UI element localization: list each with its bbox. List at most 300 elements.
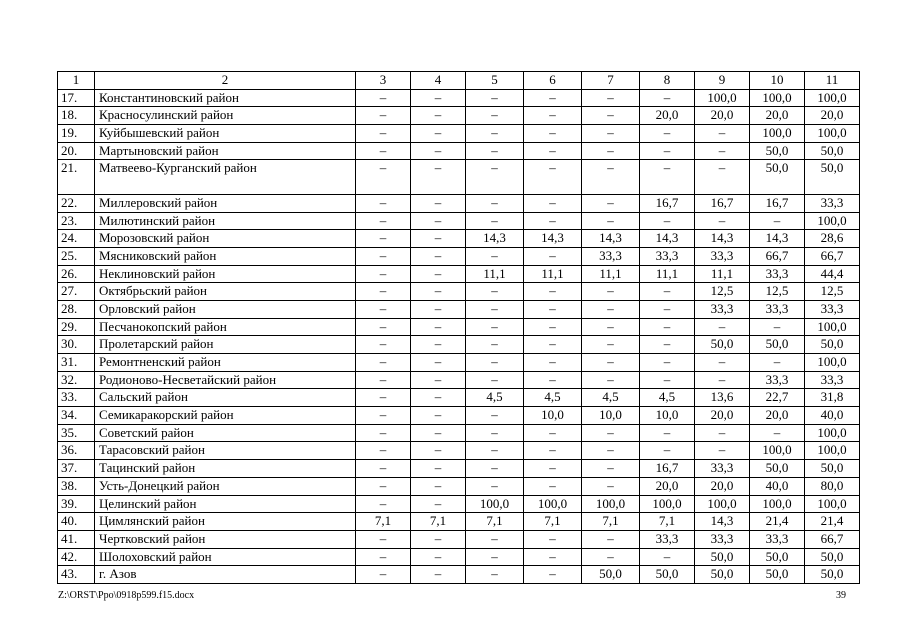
value-cell: 100,0: [750, 495, 805, 513]
row-number: 43.: [58, 566, 95, 584]
value-cell: 100,0: [582, 495, 640, 513]
header-cell: 2: [95, 72, 356, 90]
value-cell: 50,0: [695, 336, 750, 354]
value-cell: 50,0: [805, 548, 860, 566]
value-cell: –: [750, 212, 805, 230]
value-cell: 7,1: [466, 513, 524, 531]
table-row: [58, 354, 860, 372]
value-cell: –: [411, 247, 466, 265]
footer-file-path: Z:\ORST\Ppo\0918p599.f15.docx: [58, 590, 195, 601]
row-number: 36.: [58, 442, 95, 460]
value-cell: 50,0: [805, 142, 860, 160]
value-cell: –: [640, 212, 695, 230]
value-cell: –: [640, 300, 695, 318]
value-cell: 100,0: [805, 212, 860, 230]
value-cell: –: [750, 354, 805, 372]
district-name: Красносулинский район: [95, 107, 356, 125]
row-number: 40.: [58, 513, 95, 531]
value-cell: –: [582, 477, 640, 495]
value-cell: 66,7: [750, 247, 805, 265]
table-row: [58, 247, 860, 265]
value-cell: –: [356, 230, 411, 248]
value-cell: 100,0: [805, 89, 860, 107]
header-cell: 11: [805, 72, 860, 90]
value-cell: –: [411, 548, 466, 566]
header-cell: 4: [411, 72, 466, 90]
row-number: 42.: [58, 548, 95, 566]
value-cell: –: [466, 142, 524, 160]
value-cell: 11,1: [640, 265, 695, 283]
document-page: [57, 71, 860, 584]
value-cell: 100,0: [805, 354, 860, 372]
value-cell: 100,0: [805, 442, 860, 460]
row-number: 21.: [58, 160, 95, 194]
value-cell: 12,5: [695, 283, 750, 301]
row-number: 30.: [58, 336, 95, 354]
data-table: [57, 71, 860, 584]
value-cell: –: [640, 125, 695, 143]
table-row: [58, 513, 860, 531]
table-row: [58, 318, 860, 336]
table-row: [58, 230, 860, 248]
value-cell: –: [411, 107, 466, 125]
value-cell: –: [640, 89, 695, 107]
value-cell: –: [524, 300, 582, 318]
value-cell: 50,0: [750, 336, 805, 354]
value-cell: 11,1: [582, 265, 640, 283]
value-cell: 33,3: [750, 265, 805, 283]
district-name: Шолоховский район: [95, 548, 356, 566]
table-row: [58, 371, 860, 389]
value-cell: –: [582, 460, 640, 478]
value-cell: –: [466, 247, 524, 265]
value-cell: –: [524, 566, 582, 584]
district-name: Семикаракорский район: [95, 407, 356, 425]
row-number: 35.: [58, 424, 95, 442]
value-cell: 33,3: [750, 371, 805, 389]
value-cell: 14,3: [524, 230, 582, 248]
value-cell: –: [524, 107, 582, 125]
header-cell: 5: [466, 72, 524, 90]
value-cell: 50,0: [695, 548, 750, 566]
table-row: [58, 300, 860, 318]
value-cell: –: [524, 142, 582, 160]
district-name: Октябрьский район: [95, 283, 356, 301]
value-cell: –: [640, 283, 695, 301]
value-cell: 33,3: [805, 194, 860, 212]
value-cell: –: [466, 160, 524, 194]
value-cell: 31,8: [805, 389, 860, 407]
value-cell: –: [466, 107, 524, 125]
value-cell: –: [411, 530, 466, 548]
value-cell: –: [466, 212, 524, 230]
value-cell: 50,0: [750, 142, 805, 160]
value-cell: –: [356, 247, 411, 265]
value-cell: 14,3: [750, 230, 805, 248]
row-number: 23.: [58, 212, 95, 230]
value-cell: 12,5: [805, 283, 860, 301]
value-cell: –: [695, 424, 750, 442]
value-cell: 33,3: [640, 530, 695, 548]
value-cell: 20,0: [695, 107, 750, 125]
value-cell: 50,0: [805, 160, 860, 194]
table-row: [58, 495, 860, 513]
row-number: 39.: [58, 495, 95, 513]
value-cell: 14,3: [695, 230, 750, 248]
value-cell: –: [356, 283, 411, 301]
value-cell: –: [640, 336, 695, 354]
value-cell: –: [582, 212, 640, 230]
value-cell: 14,3: [640, 230, 695, 248]
table-header-row: [58, 72, 860, 90]
value-cell: –: [695, 371, 750, 389]
value-cell: 10,0: [582, 407, 640, 425]
header-cell: 8: [640, 72, 695, 90]
value-cell: 22,7: [750, 389, 805, 407]
value-cell: 20,0: [640, 477, 695, 495]
value-cell: –: [640, 424, 695, 442]
value-cell: –: [582, 283, 640, 301]
value-cell: –: [582, 548, 640, 566]
value-cell: –: [524, 477, 582, 495]
value-cell: –: [356, 194, 411, 212]
table-row: [58, 336, 860, 354]
value-cell: –: [466, 89, 524, 107]
row-number: 26.: [58, 265, 95, 283]
value-cell: 40,0: [750, 477, 805, 495]
value-cell: –: [411, 336, 466, 354]
value-cell: –: [411, 283, 466, 301]
value-cell: 21,4: [805, 513, 860, 531]
row-number: 28.: [58, 300, 95, 318]
value-cell: –: [356, 371, 411, 389]
district-name: Ремонтненский район: [95, 354, 356, 372]
row-number: 31.: [58, 354, 95, 372]
value-cell: 100,0: [750, 89, 805, 107]
value-cell: 33,3: [750, 530, 805, 548]
district-name: Чертковский район: [95, 530, 356, 548]
table-row: [58, 160, 860, 194]
value-cell: 14,3: [695, 513, 750, 531]
value-cell: 100,0: [805, 495, 860, 513]
value-cell: –: [411, 160, 466, 194]
row-number: 37.: [58, 460, 95, 478]
value-cell: –: [582, 89, 640, 107]
value-cell: 28,6: [805, 230, 860, 248]
footer-page-number: 39: [836, 590, 846, 601]
value-cell: 7,1: [582, 513, 640, 531]
value-cell: –: [640, 142, 695, 160]
value-cell: 66,7: [805, 247, 860, 265]
value-cell: 50,0: [805, 566, 860, 584]
district-name: Сальский район: [95, 389, 356, 407]
header-cell: 10: [750, 72, 805, 90]
value-cell: –: [356, 336, 411, 354]
value-cell: –: [640, 160, 695, 194]
district-name: Тарасовский район: [95, 442, 356, 460]
table-row: [58, 89, 860, 107]
value-cell: –: [466, 336, 524, 354]
value-cell: –: [524, 424, 582, 442]
table-row: [58, 265, 860, 283]
district-name: Милютинский район: [95, 212, 356, 230]
value-cell: –: [695, 442, 750, 460]
value-cell: –: [524, 125, 582, 143]
district-name: Усть-Донецкий район: [95, 477, 356, 495]
value-cell: 50,0: [695, 566, 750, 584]
row-number: 24.: [58, 230, 95, 248]
district-name: Советский район: [95, 424, 356, 442]
table-row: [58, 566, 860, 584]
value-cell: –: [524, 530, 582, 548]
value-cell: 44,4: [805, 265, 860, 283]
value-cell: 20,0: [750, 407, 805, 425]
value-cell: 16,7: [640, 460, 695, 478]
value-cell: 50,0: [750, 160, 805, 194]
value-cell: –: [524, 460, 582, 478]
value-cell: –: [411, 194, 466, 212]
value-cell: 33,3: [695, 300, 750, 318]
value-cell: 50,0: [750, 548, 805, 566]
value-cell: –: [411, 477, 466, 495]
value-cell: –: [356, 477, 411, 495]
header-cell: 3: [356, 72, 411, 90]
table-row: [58, 389, 860, 407]
value-cell: 4,5: [582, 389, 640, 407]
value-cell: 100,0: [640, 495, 695, 513]
value-cell: 16,7: [695, 194, 750, 212]
value-cell: –: [466, 530, 524, 548]
value-cell: –: [356, 125, 411, 143]
value-cell: 33,3: [805, 371, 860, 389]
table-row: [58, 407, 860, 425]
value-cell: –: [466, 371, 524, 389]
value-cell: 50,0: [750, 460, 805, 478]
value-cell: 100,0: [750, 442, 805, 460]
value-cell: 100,0: [750, 125, 805, 143]
value-cell: 33,3: [695, 530, 750, 548]
value-cell: –: [411, 300, 466, 318]
value-cell: –: [356, 142, 411, 160]
header-cell: 1: [58, 72, 95, 90]
value-cell: –: [356, 318, 411, 336]
value-cell: –: [466, 354, 524, 372]
value-cell: 16,7: [640, 194, 695, 212]
value-cell: 20,0: [695, 407, 750, 425]
value-cell: 50,0: [582, 566, 640, 584]
value-cell: –: [524, 442, 582, 460]
table-row: [58, 460, 860, 478]
value-cell: 33,3: [695, 247, 750, 265]
value-cell: 7,1: [524, 513, 582, 531]
district-name: Мясниковский район: [95, 247, 356, 265]
district-name: г. Азов: [95, 566, 356, 584]
value-cell: –: [582, 160, 640, 194]
value-cell: –: [582, 336, 640, 354]
value-cell: 11,1: [524, 265, 582, 283]
row-number: 34.: [58, 407, 95, 425]
table-row: [58, 142, 860, 160]
value-cell: –: [466, 477, 524, 495]
value-cell: –: [640, 371, 695, 389]
value-cell: –: [356, 354, 411, 372]
value-cell: –: [640, 318, 695, 336]
row-number: 20.: [58, 142, 95, 160]
value-cell: –: [524, 371, 582, 389]
value-cell: –: [466, 283, 524, 301]
value-cell: –: [695, 160, 750, 194]
value-cell: –: [524, 160, 582, 194]
value-cell: –: [356, 495, 411, 513]
value-cell: 50,0: [750, 566, 805, 584]
value-cell: 14,3: [582, 230, 640, 248]
table-row: [58, 548, 860, 566]
district-name: Неклиновский район: [95, 265, 356, 283]
value-cell: 33,3: [582, 247, 640, 265]
row-number: 32.: [58, 371, 95, 389]
value-cell: –: [356, 300, 411, 318]
value-cell: 50,0: [640, 566, 695, 584]
value-cell: –: [582, 354, 640, 372]
value-cell: –: [466, 460, 524, 478]
district-name: Тацинский район: [95, 460, 356, 478]
value-cell: 7,1: [640, 513, 695, 531]
value-cell: –: [695, 125, 750, 143]
value-cell: –: [582, 194, 640, 212]
value-cell: 7,1: [356, 513, 411, 531]
value-cell: –: [524, 283, 582, 301]
row-number: 33.: [58, 389, 95, 407]
value-cell: –: [582, 300, 640, 318]
header-cell: 9: [695, 72, 750, 90]
value-cell: –: [411, 354, 466, 372]
value-cell: –: [582, 125, 640, 143]
row-number: 41.: [58, 530, 95, 548]
row-number: 19.: [58, 125, 95, 143]
value-cell: –: [411, 265, 466, 283]
value-cell: –: [356, 460, 411, 478]
value-cell: 16,7: [750, 194, 805, 212]
value-cell: 50,0: [805, 336, 860, 354]
value-cell: –: [411, 142, 466, 160]
value-cell: 20,0: [805, 107, 860, 125]
row-number: 22.: [58, 194, 95, 212]
value-cell: –: [695, 212, 750, 230]
value-cell: –: [411, 230, 466, 248]
value-cell: –: [356, 160, 411, 194]
value-cell: 21,4: [750, 513, 805, 531]
value-cell: –: [582, 442, 640, 460]
table-row: [58, 212, 860, 230]
row-number: 17.: [58, 89, 95, 107]
header-cell: 7: [582, 72, 640, 90]
district-name: Цимлянский район: [95, 513, 356, 531]
value-cell: –: [695, 142, 750, 160]
table-row: [58, 194, 860, 212]
row-number: 38.: [58, 477, 95, 495]
value-cell: 11,1: [466, 265, 524, 283]
value-cell: –: [356, 107, 411, 125]
value-cell: –: [524, 336, 582, 354]
value-cell: 10,0: [524, 407, 582, 425]
value-cell: –: [466, 125, 524, 143]
value-cell: –: [466, 442, 524, 460]
row-number: 27.: [58, 283, 95, 301]
value-cell: –: [411, 371, 466, 389]
value-cell: 4,5: [466, 389, 524, 407]
value-cell: –: [466, 318, 524, 336]
value-cell: –: [466, 424, 524, 442]
value-cell: –: [411, 566, 466, 584]
value-cell: 33,3: [805, 300, 860, 318]
value-cell: –: [356, 442, 411, 460]
value-cell: 100,0: [805, 318, 860, 336]
value-cell: –: [411, 125, 466, 143]
value-cell: –: [582, 371, 640, 389]
value-cell: 33,3: [640, 247, 695, 265]
value-cell: –: [582, 318, 640, 336]
value-cell: 100,0: [805, 424, 860, 442]
value-cell: –: [356, 407, 411, 425]
value-cell: 33,3: [695, 460, 750, 478]
value-cell: –: [582, 530, 640, 548]
district-name: Константиновский район: [95, 89, 356, 107]
value-cell: –: [524, 354, 582, 372]
value-cell: –: [356, 89, 411, 107]
table-row: [58, 283, 860, 301]
value-cell: –: [411, 89, 466, 107]
value-cell: 10,0: [640, 407, 695, 425]
value-cell: –: [695, 318, 750, 336]
value-cell: 33,3: [750, 300, 805, 318]
value-cell: 20,0: [640, 107, 695, 125]
value-cell: –: [411, 212, 466, 230]
value-cell: 11,1: [695, 265, 750, 283]
row-number: 29.: [58, 318, 95, 336]
value-cell: –: [524, 247, 582, 265]
district-name: Песчанокопский район: [95, 318, 356, 336]
value-cell: –: [411, 389, 466, 407]
value-cell: –: [411, 424, 466, 442]
value-cell: 40,0: [805, 407, 860, 425]
value-cell: –: [524, 194, 582, 212]
district-name: Мартыновский район: [95, 142, 356, 160]
value-cell: 100,0: [524, 495, 582, 513]
district-name: Орловский район: [95, 300, 356, 318]
value-cell: –: [524, 212, 582, 230]
value-cell: –: [356, 530, 411, 548]
table-row: [58, 107, 860, 125]
table-row: [58, 125, 860, 143]
value-cell: –: [356, 424, 411, 442]
value-cell: –: [640, 548, 695, 566]
district-name: Матвеево-Курганский район: [95, 160, 356, 194]
district-name: Родионово-Несветайский район: [95, 371, 356, 389]
value-cell: 7,1: [411, 513, 466, 531]
district-name: Пролетарский район: [95, 336, 356, 354]
district-name: Куйбышевский район: [95, 125, 356, 143]
district-name: Миллеровский район: [95, 194, 356, 212]
row-number: 25.: [58, 247, 95, 265]
table-row: [58, 477, 860, 495]
value-cell: –: [466, 194, 524, 212]
value-cell: –: [356, 566, 411, 584]
value-cell: –: [750, 318, 805, 336]
value-cell: 80,0: [805, 477, 860, 495]
value-cell: 20,0: [695, 477, 750, 495]
value-cell: –: [695, 354, 750, 372]
value-cell: –: [750, 424, 805, 442]
